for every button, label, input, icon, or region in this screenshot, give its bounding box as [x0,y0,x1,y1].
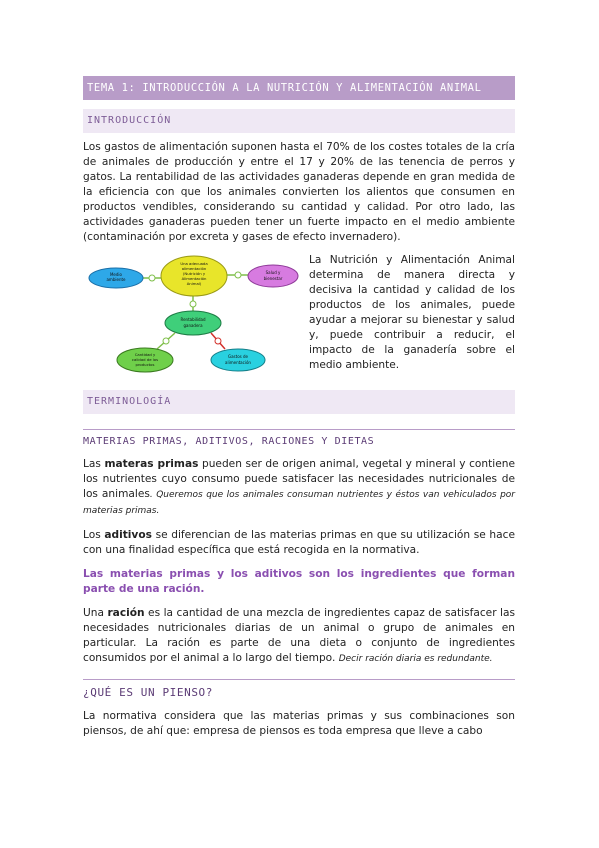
materias-pre: Las [83,458,105,470]
node-bottom-left-l1: Cantidad y [134,352,156,357]
racion-pre: Una [83,607,108,619]
pienso-heading: ¿QUÉ ES UN PIENSO? [83,686,214,699]
node-middle-l2: ganadera [183,323,203,328]
aditivos-pre: Los [83,529,105,541]
node-left-l1: Medio [109,272,123,277]
aditivos-bold: aditivos [104,529,152,541]
pienso-paragraph: La normativa considera que las materias primas y sus combinaciones son piensos, de ahí que: empresa de piensos es toda empresa que lleve a cabo [83,710,515,737]
racion-bold: ración [107,607,145,619]
intro-paragraph: Los gastos de alimentación suponen hasta el 70% de los costes totales de la cría de animales de producción y entre el 17 y 20% de las tenencia de perros y gatos. La rentabilidad de las actividades ganaderas depende en gran medida de la eficiencia con que los animales convierten los alientos que consumen en productos vendibles, considerando su cantidad y calidad. Por otro lado, las actividades ganaderas pueden tener un fuerte impacto en el medio ambiente (contaminación por excreta y gases de efecto invernadero). [83,141,515,243]
materias-mid: pueden ser de origen animal, vegetal y mineral y contiene los nutrientes cuyo consumo puede satisfacer las necesidades nutricionales de los animales [83,458,515,500]
racion-paragraph [83,606,515,667]
divider-2 [83,679,515,680]
node-center-l4: Alimentación [181,276,207,281]
minus-node-bottom-right [215,338,221,344]
aditivos-post: se diferencian de las materias primas en que su utilización se hace con una finalidad específica que está recogida en la normativa. [83,529,515,556]
node-bottom-right-l1: Gastos de [227,354,249,359]
plus-node-right [235,272,241,278]
materias-italic: . Queremos que los animales consuman nutrientes y éstos van vehiculados por materias primas. [83,490,515,516]
intro-row [83,255,515,380]
diagram-svg [83,255,301,380]
node-right-l2: bienestar [263,276,283,281]
plus-node-middle [190,301,196,307]
node-center-l1: Una adecuada [180,261,208,266]
highlight-paragraph: Las materias primas y los aditivos son los ingredientes que forman parte de una ración. [83,568,515,595]
node-right-l1: Salud y [265,270,281,275]
node-center-l3: (Nutrición y [182,271,206,276]
terminologia-header: TERMINOLOGÍA [83,390,515,414]
plus-node-bottom-left [163,338,169,344]
aditivos-paragraph [83,528,515,558]
node-center-l5: Animal) [186,281,202,286]
materias-paragraph [83,457,515,519]
intro-header: INTRODUCCIÓN [83,109,515,133]
node-left-l2: ambiente [106,277,126,282]
nutrition-diagram [83,255,301,380]
racion-post: es la cantidad de una mezcla de ingredientes capaz de satisfacer las necesidades nutricionales diarias de un animal o grupo de animales en particular. La ración es parte de una dieta o conjunto de ingredientes consumidos por el animal a lo largo del tiempo. [83,607,515,664]
materias-bold: materas primas [104,458,199,470]
node-bottom-left-l2: calidad de los [131,357,159,362]
node-bottom-left-l3: productos [135,362,155,367]
page [83,76,515,739]
node-center-l2: alimentación [181,266,207,271]
plus-node-left [149,275,155,281]
materias-heading: MATERIAS PRIMAS, ADITIVOS, RACIONES Y DIETAS [83,436,375,447]
divider-1 [83,429,515,430]
racion-italic: Decir ración diaria es redundante. [338,654,493,664]
node-middle-l1: Rentabilidad [180,317,206,322]
node-bottom-right-l2: alimentación [225,360,251,365]
intro-side-paragraph: La Nutrición y Alimentación Animal determina de manera directa y decisiva la cantidad y calidad de los productos de los animales, puede ayudar a mejorar su bienestar y salud y, puede contribuir a reducir, el impacto de la ganadería sobre el medio ambiente. [309,254,515,371]
tema-header: TEMA 1: INTRODUCCIÓN A LA NUTRICIÓN Y ALIMENTACIÓN ANIMAL [83,76,515,100]
